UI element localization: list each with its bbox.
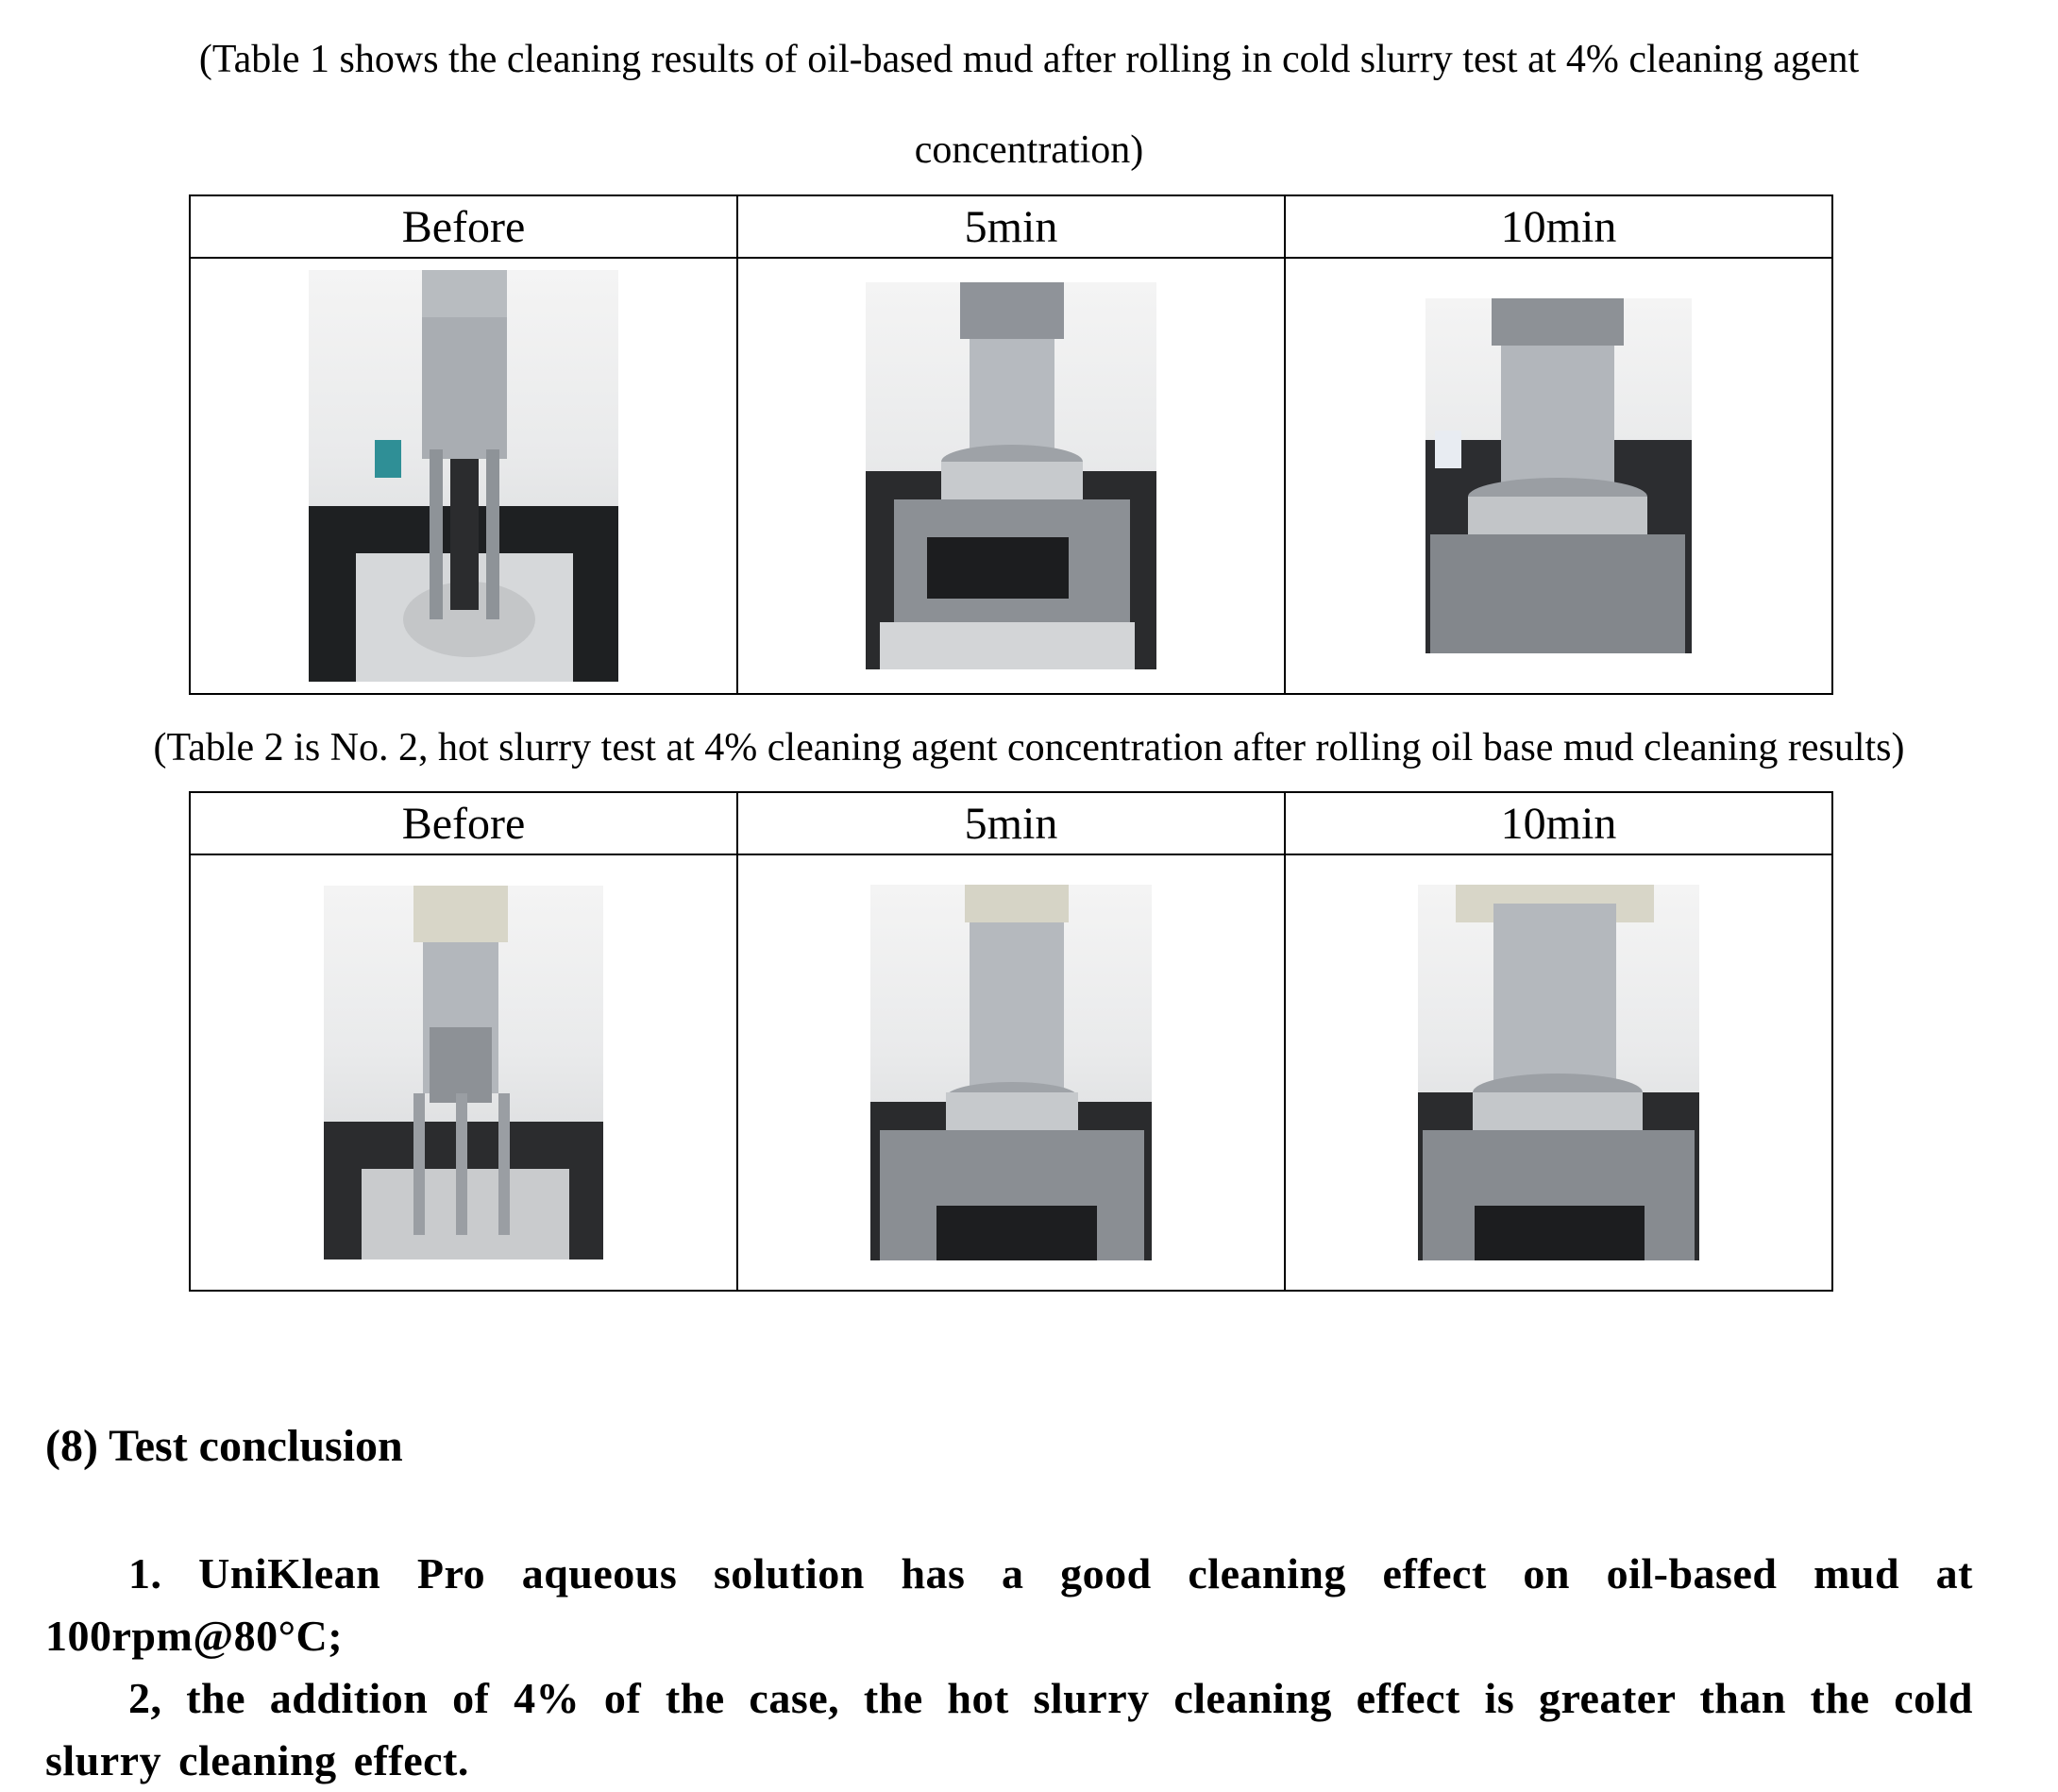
table2-photo-row [190,854,1832,1291]
table1-header-before: Before [190,195,737,258]
table2-cell-10min [1285,854,1832,1291]
photo-cold-10min [1425,298,1692,653]
table2-cell-before [190,854,737,1291]
table1-header-10min: 10min [1285,195,1832,258]
photo-hot-before [324,886,603,1259]
photo-cold-5min [866,282,1156,669]
section-heading-test-conclusion: (8) Test conclusion [45,1421,403,1471]
photo-hot-10min [1418,885,1699,1260]
table1-cell-before [190,258,737,694]
table1-photo-row [190,258,1832,694]
table1 [189,194,1833,695]
table2 [189,791,1833,1292]
table2-header-before: Before [190,792,737,854]
conclusion-item-2: 2, the addition of 4% of the case, the hot slurry cleaning effect is greater than the cold slurry cleaning effect. [45,1674,1973,1784]
table1-caption-line2: concentration) [914,128,1144,172]
table2-header-5min: 5min [737,792,1285,854]
photo-hot-5min [870,885,1152,1260]
table1-header-row [190,195,1832,258]
table1-caption-line1: (Table 1 shows the cleaning results of oil-based mud after rolling in cold slurry test at 4% cleaning agent [198,38,1860,81]
table1-header-5min: 5min [737,195,1285,258]
table2-header-10min: 10min [1285,792,1832,854]
table1-cell-10min [1285,258,1832,694]
photo-cold-before [309,270,618,682]
conclusion-item-1: 1. UniKlean Pro aqueous solution has a good cleaning effect on oil-based mud at 100rpm@80°C; [45,1549,1973,1660]
table2-caption: (Table 2 is No. 2, hot slurry test at 4% cleaning agent concentration after rolling oil base mud cleaning results) [153,726,1905,769]
table2-header-row [190,792,1832,854]
table1-cell-5min [737,258,1285,694]
table2-cell-5min [737,854,1285,1291]
